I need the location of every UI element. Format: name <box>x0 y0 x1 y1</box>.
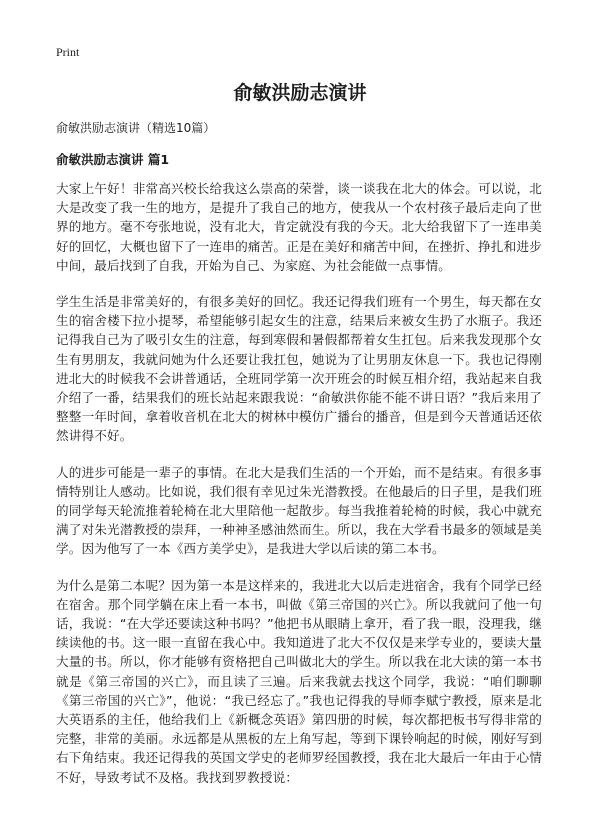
article-body <box>56 179 542 804</box>
paragraph-2: 学生生活是非常美好的，有很多美好的回忆。我还记得我们班有一个男生，每天都在女生的宿舍楼下拉小提琴，希望能够引起女生的注意，结果后来被女生扔了水瓶子。我还记得我自己为了吸引女生的注意，每到寒假和暑假都帮着女生扛包。后来我发现那个女生有男朋友，我就问她为什么还要让我扛包，她说为了让男朋友休息一下。我也记得刚进北大的时候我不会讲普通话，全班同学第一次开班会的时候互相介绍，我站起来自我介绍了一番，结果我们的班长站起来跟我说：“俞敏洪你能不能不讲日语？”我后来用了整整一年时间，拿着收音机在北大的树林中模仿广播台的播音，但是到今天普通话还依然讲得不好。 <box>56 294 542 444</box>
paragraph-1: 大家上午好！非常高兴校长给我这么崇高的荣誉，谈一谈我在北大的体会。可以说，北大是改变了我一生的地方，是提升了我自己的地方，使我从一个农村孩子最后走向了世界的地方。毫不夸张地说，没有北大，肯定就没有我的今天。北大给我留下了一连串美好的回忆，大概也留下了一连串的痛苦。正是在美好和痛苦中间，在挫折、挣扎和进步中间，最后找到了自我，开始为自己、为家庭、为社会能做一点事情。 <box>56 181 542 273</box>
paragraph-4: 为什么是第二本呢？因为第一本是这样来的，我进北大以后走进宿舍，我有个同学已经在宿舍。那个同学躺在床上看一本书，叫做《第三帝国的兴亡》。所以我就问了他一句话，我说：“在大学还要读这种书吗？”他把书从眼睛上拿开，看了我一眼，没理我，继续读他的书。这一眼一直留在我心中。我知道进了北大不仅仅是来学专业的，要读大量大量的书。所以，你才能够有资格把自己叫做北大的学生。所以我在北大读的第一本书就是《第三帝国的兴亡》，而且读了三遍。后来我就去找这个同学，我说：“咱们聊聊《第三帝国的兴亡》”，他说：“我已经忘了。”我也记得我的导师李赋宁教授，原来是北大英语系的主任，他给我们上《新概念英语》第四册的时候，每次都把板书写得非常的完整，非常的美丽。永远都是从黑板的左上角写起，等到下课铃响起的时候，刚好写到右下角结束。我还记得我的英国文学史的老师罗经国教授，我在北大最后一年由于心情不好，导致考试不及格。我找到罗教授说： <box>56 577 542 785</box>
document-title: 俞敏洪励志演讲 <box>233 82 367 104</box>
print-link[interactable]: Print <box>56 45 80 59</box>
paragraph-3: 人的进步可能是一辈子的事情。在北大是我们生活的一个开始，而不是结束。有很多事情特别让人感动。比如说，我们很有幸见过朱光潜教授。在他最后的日子里，是我们班的同学每天轮流推着轮椅在北大里陪他一起散步。每当我推着轮椅的时候，我心中就充满了对朱光潜教授的崇拜，一种神圣感油然而生。所以，我在大学看书最多的领域是美学。因为他写了一本《西方美学史》，是我进大学以后读的第二本书。 <box>56 464 542 557</box>
section-heading: 俞敏洪励志演讲 篇1 <box>56 152 170 167</box>
document-subtitle: 俞敏洪励志演讲（精选10篇） <box>56 121 216 135</box>
